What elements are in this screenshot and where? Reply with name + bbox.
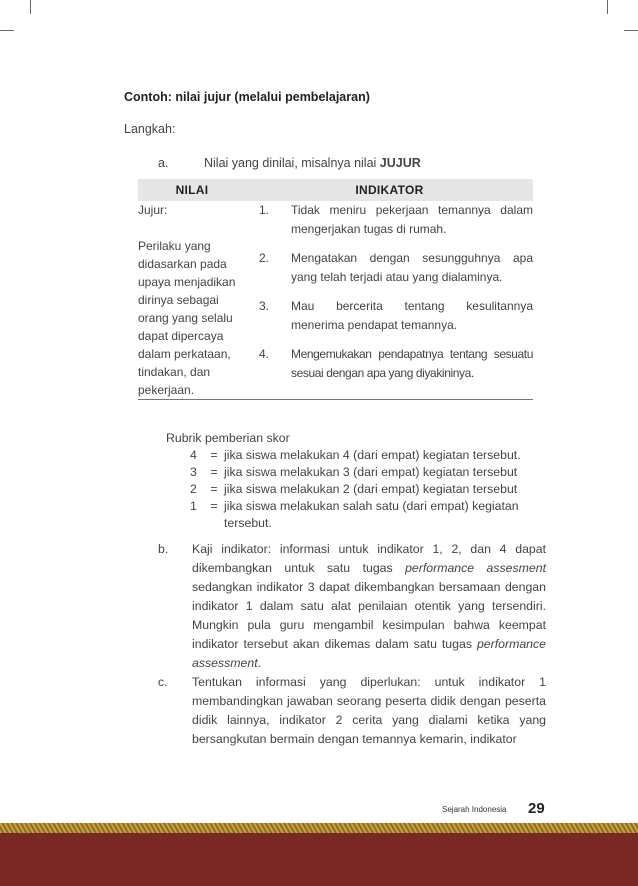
indicator-item: [246, 297, 533, 335]
item-b-italic: performance assesment: [405, 561, 546, 575]
table-header-indikator: INDIKATOR: [246, 179, 533, 201]
rubric-row: [190, 464, 534, 481]
nilai-line: upaya menjadikan: [138, 275, 236, 289]
indicator-number: 3.: [259, 299, 270, 313]
indikator-cell: [246, 201, 533, 400]
indicator-text: Mengemukakan pendapatnya tentang sesuatu sesuai dengan apa yang diyakininya.: [291, 347, 533, 380]
gold-pattern-band: [0, 823, 638, 833]
rubric-equals: =: [210, 465, 218, 479]
item-b-italic: performance assessment: [192, 637, 546, 670]
list-marker: b.: [158, 542, 169, 556]
nilai-line: dalam perkataan,: [138, 347, 231, 361]
indicator-number: 1.: [259, 203, 270, 217]
steps-label: Langkah:: [124, 122, 176, 136]
item-a-bold: JUJUR: [379, 156, 421, 170]
rubric-score: 3: [190, 465, 197, 479]
rubric-score: 4: [190, 448, 197, 462]
nilai-line: didasarkan pada: [138, 257, 227, 271]
rubric-score: 2: [190, 482, 197, 496]
nilai-line: Perilaku yang: [138, 239, 211, 253]
rubric-row: [190, 447, 534, 464]
indicator-item: [246, 345, 533, 383]
rubric-text: jika siswa melakukan 3 (dari empat) kegiatan tersebut: [224, 465, 518, 479]
maroon-footer-band: [0, 833, 638, 886]
crop-mark: [0, 30, 14, 31]
crop-mark: [624, 30, 638, 31]
indicator-number: 2.: [259, 251, 270, 265]
nilai-line: dapat dipercaya: [138, 329, 224, 343]
nilai-line: orang yang selalu: [138, 311, 233, 325]
nilai-line: pekerjaan.: [138, 383, 195, 397]
nilai-line: Jujur:: [138, 203, 168, 217]
indicator-text: Mengatakan dengan sesungguhnya apa yang telah terjadi atau yang dialaminya.: [291, 251, 533, 284]
item-c-text: Tentukan informasi yang diperlukan: untuk indikator 1 membandingkan jawaban seorang peserta didik dengan peserta didik lainnya, indikator 2 cerita yang dialami ketika yang bersangkutan bermain dengan temannya kemarin, indikator: [192, 675, 546, 746]
rubric-title: Rubrik pemberian skor: [166, 431, 290, 445]
rubric-equals: =: [210, 482, 218, 496]
rubric-score: 1: [190, 499, 197, 513]
item-b-text: sedangkan indikator 3 dapat dikembangkan bersamaan dengan indikator 1 dalam satu alat penilaian otentik yang tersendiri. Mungkin pula guru mengambil kesimpulan bahwa keempat indikator tersebut akan dikemas dalam satu tugas: [192, 580, 546, 651]
list-marker: a.: [158, 156, 169, 170]
nilai-line: tindakan, dan: [138, 365, 211, 379]
item-b-text: .: [257, 656, 262, 670]
list-marker: c.: [158, 675, 168, 689]
rubric-section: [166, 430, 534, 532]
crop-mark: [30, 0, 31, 14]
list-item-b: [158, 540, 546, 673]
rubric-row: [190, 498, 534, 532]
indicator-item: [246, 201, 533, 239]
list-item-c: [158, 673, 546, 749]
item-b-text: Kaji indikator: informasi untuk indikator 1, 2, dan 4 dapat dikembangkan untuk satu tugas: [192, 542, 546, 575]
section-heading: Contoh: nilai jujur (melalui pembelajaran): [124, 90, 370, 104]
rubric-equals: =: [210, 499, 218, 513]
rubric-equals: =: [210, 448, 218, 462]
nilai-cell: [138, 201, 246, 400]
crop-mark: [607, 0, 608, 14]
page-number: 29: [528, 800, 545, 817]
item-b-body: [192, 540, 546, 673]
rubric-text: jika siswa melakukan salah satu (dari empat) kegiatan tersebut.: [224, 499, 519, 530]
nilai-line: [138, 219, 246, 237]
indicator-text: Tidak meniru pekerjaan temannya dalam mengerjakan tugas di rumah.: [291, 203, 533, 236]
indicator-item: [246, 249, 533, 287]
indicator-number: 4.: [259, 347, 270, 361]
indicator-text: Mau bercerita tentang kesulitannya menerima pendapat temannya.: [291, 299, 533, 332]
nilai-line: dirinya sebagai: [138, 293, 219, 307]
rubric-text: jika siswa melakukan 2 (dari empat) kegiatan tersebut: [224, 482, 518, 496]
item-a-text: Nilai yang dinilai, misalnya nilai: [204, 156, 380, 170]
nilai-indikator-table: [138, 179, 533, 400]
steps-list: [158, 540, 546, 749]
rubric-row: [190, 481, 534, 498]
book-title: Sejarah Indonesia: [442, 805, 507, 814]
table-header-nilai: NILAI: [138, 179, 246, 201]
rubric-text: jika siswa melakukan 4 (dari empat) kegiatan tersebut.: [224, 448, 521, 462]
list-item-a: [158, 156, 421, 170]
